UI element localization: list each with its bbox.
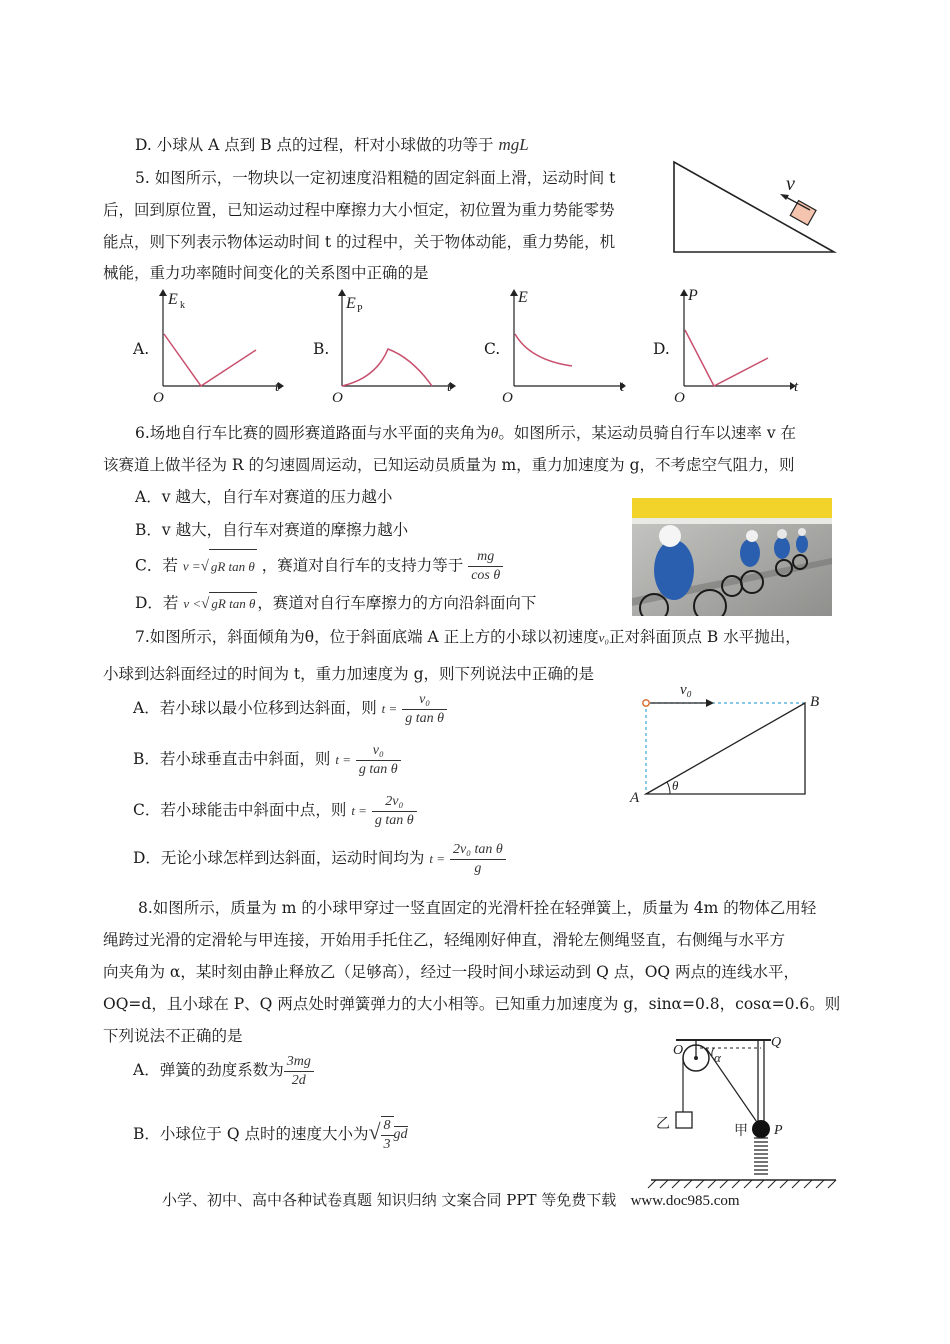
- q8-a-den: 2d: [291, 1072, 306, 1088]
- q6-line-2: 该赛道上做半径为 R 的匀速圆周运动，已知运动员质量为 m，重力加速度为 g，不考虑空气阻力，则: [103, 456, 795, 474]
- q6-frac-num: mg: [468, 548, 503, 567]
- q8-option-a: [133, 1048, 314, 1092]
- q7-projectile-figure: [624, 678, 834, 808]
- q7-d-den: g: [474, 860, 482, 876]
- q7-b-num: v₀: [356, 742, 401, 761]
- q8-option-b-fraction: [381, 1116, 394, 1154]
- q7-option-b-text: B．若小球垂直击中斜面，则: [133, 750, 331, 768]
- q7-line-1a: 7.如图所示，斜面倾角为θ，位于斜面底端 A 正上方的小球以初速度: [135, 628, 599, 646]
- q7-line-2: 小球到达斜面经过的时间为 t，重力加速度为 g，则下列说法中正确的是: [103, 665, 595, 683]
- q6-option-b: B．v 越大，自行车对赛道的摩擦力越小: [135, 521, 409, 539]
- q7-a-num: v₀: [402, 691, 447, 710]
- q7-option-c-fraction: [372, 793, 417, 830]
- q5-graph-a-origin: O: [153, 390, 164, 406]
- q5-graph-d-ylabel: P: [688, 287, 698, 304]
- q4-option-d-text: D. 小球从 A 点到 B 点的过程，杆对小球做的功等于: [135, 136, 494, 154]
- q4-option-d-math: mgL: [498, 135, 529, 154]
- q5-graph-a-ysub: k: [180, 300, 185, 311]
- q8-pulley-figure: [646, 1030, 842, 1200]
- q7-a-den: g tan θ: [405, 710, 444, 726]
- footer-url[interactable]: www.doc985.com: [630, 1193, 740, 1209]
- q8-fig-q-label: Q: [771, 1035, 782, 1050]
- q5-fig-v-label: v: [786, 173, 795, 195]
- q7-option-c-text: C．若小球能击中斜面中点，则: [133, 801, 347, 819]
- q8-fig-o-label: O: [673, 1043, 684, 1058]
- q8-fig-yi-label: 乙: [656, 1117, 670, 1132]
- q5-option-c-label: C.: [484, 340, 501, 358]
- q8-fig-p-label: P: [774, 1123, 783, 1138]
- footer-text: 小学、初中、高中各种试卷真题 知识归纳 文案合同 PPT 等免费下载: [162, 1191, 617, 1209]
- q8-line-5: 下列说法不正确的是: [103, 1027, 243, 1045]
- q6-option-a: A．v 越大，自行车对赛道的压力越小: [135, 488, 393, 506]
- q7-option-b: [133, 737, 401, 782]
- q5-graph-b-origin: O: [332, 390, 343, 406]
- q6-option-d-text: ，赛道对自行车摩擦力的方向沿斜面向下: [257, 594, 537, 612]
- q5-option-b-label: B.: [313, 340, 330, 358]
- q7-option-c-t: t =: [351, 803, 367, 818]
- q7-v0: v₀: [598, 630, 609, 645]
- q7-line-1: [135, 626, 801, 649]
- q6-theta: θ: [490, 425, 499, 442]
- q5-graph-c-xlabel: t: [620, 379, 625, 395]
- q8-line-4: OQ=d，且小球在 P、Q 两点处时弹簧弹力的大小相等。已知重力加速度为 g，sinα=0.8，cosα=0.6。则: [103, 995, 841, 1013]
- q5-graph-c-origin: O: [502, 390, 513, 406]
- q7-option-d-text: D．无论小球怎样到达斜面，运动时间均为: [133, 849, 425, 867]
- q5-graph-a-ylabel: E: [168, 291, 178, 308]
- q7-option-a-text: A．若小球以最小位移到达斜面，则: [133, 699, 377, 717]
- q5-graph-b: [330, 286, 470, 406]
- q7-c-den: g tan θ: [374, 812, 414, 828]
- q7-option-d-t: t =: [429, 851, 446, 866]
- q6-option-d: D．若 v <√ gR tan θ ，赛道对自行车摩擦力的方向沿斜面向下: [135, 592, 536, 615]
- q7-b-den: g tan θ: [358, 761, 398, 777]
- q7-fig-a-label: A: [630, 790, 640, 806]
- q7-option-b-t: t =: [335, 752, 351, 767]
- q8-option-a-fraction: [284, 1053, 314, 1090]
- q7-fig-v0-label: v₀: [680, 682, 692, 698]
- q5-line-2: 后，回到原位置，已知运动过程中摩擦力大小恒定，初位置为重力势能零势: [103, 201, 615, 219]
- q5-line-3: 能点，则下列表示物体运动时间 t 的过程中，关于物体动能，重力势能，机: [103, 233, 616, 251]
- q7-c-num: 2v₀: [372, 793, 417, 812]
- q5-option-a-label: A.: [133, 340, 150, 358]
- q8-b-num: 8: [381, 1117, 394, 1136]
- q5-graph-b-ylabel: E: [346, 295, 356, 312]
- q8-option-a-text: A．弹簧的劲度系数为: [133, 1061, 284, 1079]
- q6-option-c-radicand: gR tan θ: [209, 549, 257, 584]
- q7-option-d-fraction: [450, 841, 506, 878]
- q7-fig-b-label: B: [810, 694, 820, 710]
- q6-frac-den: cos θ: [471, 568, 501, 583]
- q8-line-1: 8.如图所示，质量为 m 的小球甲穿过一竖直固定的光滑杆拴在轻弹簧上，质量为 4m 的物体乙用轻: [138, 899, 817, 917]
- q7-option-a: [133, 686, 447, 731]
- cyclists-photo: [632, 498, 832, 616]
- q8-option-b-text: B．小球位于 Q 点时的速度大小为: [133, 1125, 369, 1143]
- q8-a-num: 3mg: [284, 1053, 314, 1072]
- q7-d-num: 2v₀ tan θ: [450, 841, 506, 860]
- q5-line-1: 5. 如图所示，一物块以一定初速度沿粗糙的固定斜面上滑，运动时间 t: [135, 169, 616, 187]
- q5-graph-c: [502, 286, 642, 406]
- q6-line-1a: 6.场地自行车比赛的圆形赛道路面与水平面的夹角为: [135, 424, 491, 442]
- q6-option-d-radicand: gR tan θ: [209, 592, 257, 615]
- q5-graph-d: [672, 286, 812, 406]
- q5-graph-b-xlabel: t: [447, 379, 452, 395]
- q5-graph-c-ylabel: E: [518, 289, 528, 306]
- q6-option-c: C．若 v =√ gR tan θ ，赛道对自行车的支持力等于 $\frac{mg}{\text{cos θ}}$: [135, 548, 503, 585]
- q8-option-b: B．小球位于 Q 点时的速度大小为√ $\frac{8}{3}$ gd: [133, 1118, 408, 1152]
- q8-fig-jia-label: 甲: [734, 1124, 748, 1139]
- q8-b-den: 3: [383, 1137, 391, 1152]
- q8-b-tail: gd: [393, 1127, 408, 1142]
- q7-option-d: [133, 836, 506, 881]
- q6-option-d-cond: v <: [183, 596, 202, 611]
- q5-graph-d-origin: O: [674, 390, 685, 406]
- q6-option-c-fraction: [468, 548, 503, 585]
- q5-graph-b-ysub: P: [357, 304, 363, 315]
- q7-option-b-fraction: [356, 742, 401, 779]
- q7-option-c: [133, 788, 417, 833]
- q5-option-d-label: D.: [653, 340, 670, 358]
- q5-graph-a: [150, 286, 290, 406]
- q6-option-c-cond: v =: [182, 558, 201, 574]
- q6-option-d-prefix: D．若: [135, 594, 179, 612]
- q8-line-3: 向夹角为 α，某时刻由静止释放乙（足够高），经过一段时间小球运动到 Q 点，OQ 两点的连线水平，: [103, 963, 800, 981]
- q6-option-c-text: ，赛道对自行车的支持力等于: [261, 556, 464, 575]
- q7-fig-theta-label: θ: [672, 778, 679, 793]
- q6-line-1: [135, 422, 796, 445]
- q6-option-c-prefix: C．若: [135, 556, 178, 575]
- page-footer: [162, 1189, 740, 1210]
- q8-fig-alpha-label: α: [714, 1050, 721, 1065]
- q5-graph-d-xlabel: t: [794, 379, 799, 395]
- q5-incline-figure: [668, 158, 840, 258]
- q8-line-2: 绳跨过光滑的定滑轮与甲连接，开始用手托住乙，轻绳刚好伸直，滑轮左侧绳竖直，右侧绳与水平方: [103, 931, 786, 949]
- q5-graph-a-xlabel: t: [275, 379, 280, 395]
- q5-line-4: 械能，重力功率随时间变化的关系图中正确的是: [103, 264, 429, 282]
- q4-option-d: [135, 134, 529, 156]
- q7-line-1b: 正对斜面顶点 B 水平抛出，: [608, 628, 801, 646]
- q6-line-1b: 。如图所示，某运动员骑自行车以速率 v 在: [498, 424, 797, 442]
- q7-option-a-fraction: [402, 691, 447, 728]
- q7-option-a-t: t =: [381, 701, 398, 716]
